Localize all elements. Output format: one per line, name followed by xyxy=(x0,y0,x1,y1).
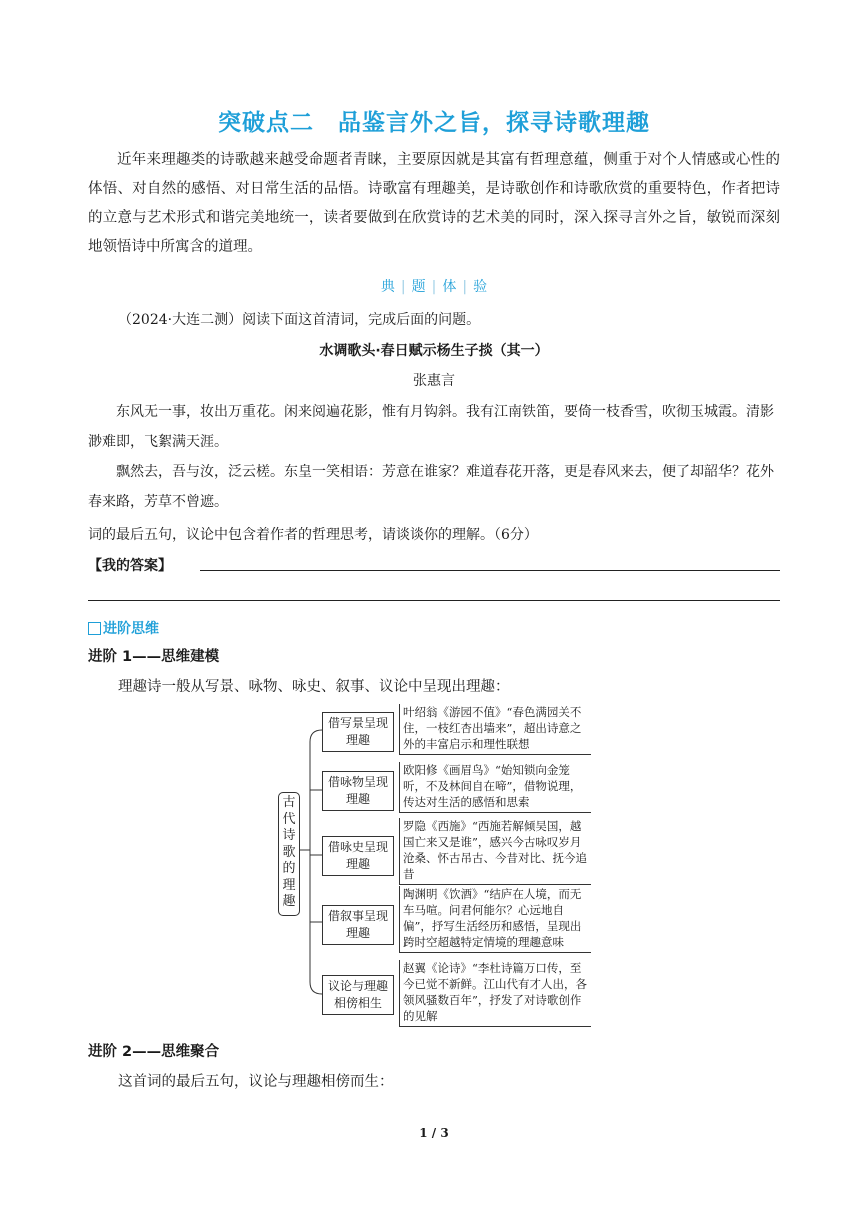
page-number: 1 / 3 xyxy=(419,1126,449,1140)
intro-text: 近年来理趣类的诗歌越来越受命题者青睐，主要原因就是其富有哲理意蕴，侧重于对个人情感或心性的体悟、对自然的感悟、对日常生活的品悟。诗歌富有理趣美，是诗歌创作和诗歌欣赏的重要特色，作者把诗的立意与艺术形式和谐完美地统一，读者要做到在欣赏诗的艺术美的同时，深入探寻言外之旨，敏锐而深刻地领悟诗中所寓含的道理。 xyxy=(88,152,780,255)
poem-author: 张惠言 xyxy=(413,373,455,389)
question-intro: （2024·大连二测）阅读下面这首清词，完成后面的问题。 xyxy=(118,312,481,328)
page-title: 突破点二 品鉴言外之旨，探寻诗歌理趣 xyxy=(218,110,650,136)
exp-char-2: 题 xyxy=(411,279,426,295)
step2-heading: 进阶 2——思维聚合 xyxy=(88,1044,220,1060)
exp-char-4: 验 xyxy=(473,279,488,295)
step1-text: 理趣诗一般从写景、咏物、咏史、叙事、议论中呈现出理趣： xyxy=(118,679,510,695)
diagram-node-history: 借咏史呈现理趣 xyxy=(322,836,394,876)
advanced-label-text: 进阶思维 xyxy=(103,621,159,637)
poem-body xyxy=(88,397,780,517)
exp-char-1: 典 xyxy=(380,279,395,295)
answer-line[interactable] xyxy=(200,570,780,571)
poem-title: 水调歌头·春日赋示杨生子掞（其一） xyxy=(319,343,549,359)
diagram-desc-object: 欧阳修《画眉鸟》“始知锁向金笼听，不及林间自在啼”，借物说理，传达对生活的感悟和思索 xyxy=(399,762,591,813)
intro-paragraph xyxy=(88,146,780,262)
diagram-desc-argument: 赵翼《论诗》“李杜诗篇万口传，至今已觉不新鲜。江山代有才人出，各领风骚数百年”，抒发了对诗歌创作的见解 xyxy=(399,960,591,1027)
answer-line-2[interactable] xyxy=(88,600,780,601)
diagram-node-argument: 议论与理趣相傍相生 xyxy=(322,975,394,1015)
experience-header: 典 | 题 | 体 | 验 xyxy=(380,279,488,295)
poem-stanza-2: 飘然去，吾与汝，泛云槎。东皇一笑相语：芳意在谁家？难道春花开落，更是春风来去，便了却韶华？花外春来路，芳草不曾遮。 xyxy=(88,464,774,510)
diagram-node-object: 借咏物呈现理趣 xyxy=(322,771,394,811)
advanced-thinking-label xyxy=(88,618,159,638)
question-text: 词的最后五句，议论中包含着作者的哲理思考，请谈谈你的理解。（6分） xyxy=(88,527,538,543)
diagram-node-narrative: 借叙事呈现理趣 xyxy=(322,905,394,945)
diagram-desc-narrative: 陶渊明《饮酒》“结庐在人境，而无车马喧。问君何能尔？心远地自偏”，抒写生活经历和感悟，呈现出跨时空超越特定情境的理趣意味 xyxy=(399,886,591,953)
poem-stanza-1: 东风无一事，妆出万重花。闲来阅遍花影，惟有月钩斜。我有江南铁笛，要倚一枝香雪，吹彻玉城霞。清影渺难即，飞絮满天涯。 xyxy=(88,404,774,450)
exp-char-3: 体 xyxy=(442,279,457,295)
checkbox-square-icon xyxy=(88,622,101,635)
step2-text: 这首词的最后五句，议论与理趣相傍而生： xyxy=(118,1074,394,1090)
diagram-root-node: 古代诗歌的理趣 xyxy=(278,792,300,916)
diagram-desc-history: 罗隐《西施》“西施若解倾吴国，越国亡来又是谁”，感兴今古咏叹岁月沧桑、怀古吊古、今昔对比、抚今追昔 xyxy=(399,818,591,885)
my-answer-label: 【我的答案】 xyxy=(88,558,172,574)
step1-heading: 进阶 1——思维建模 xyxy=(88,649,220,665)
diagram-node-scenery: 借写景呈现理趣 xyxy=(322,712,394,752)
diagram-desc-scenery: 叶绍翁《游园不值》“春色满园关不住，一枝红杏出墙来”，超出诗意之外的丰富启示和理性联想 xyxy=(399,704,591,755)
